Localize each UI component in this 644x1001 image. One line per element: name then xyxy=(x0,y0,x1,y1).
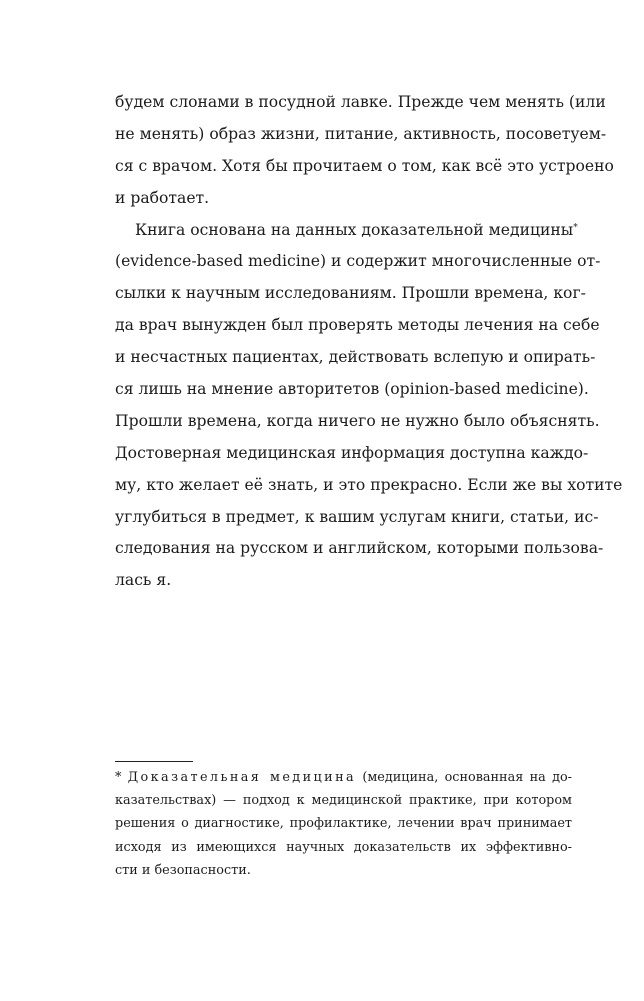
paragraph-first-line xyxy=(115,215,578,247)
footnote-reference[interactable]: * xyxy=(573,222,578,233)
footnote-first-line xyxy=(115,766,572,789)
text-line: да врач вынужден был проверять методы лечения на себе xyxy=(115,316,600,335)
text-line: Достоверная медицинская информация доступна каждо- xyxy=(115,443,589,462)
footnote-line: сти и безопасности. xyxy=(115,862,251,878)
text-line: сылки к научным исследованиям. Прошли времена, ког- xyxy=(115,284,586,303)
text-line: и работает. xyxy=(115,188,210,207)
text-line: углубиться в предмет, к вашим услугам книги, статьи, ис- xyxy=(115,507,599,526)
footnote-term: Доказательная медицина xyxy=(127,770,357,785)
footnote-divider xyxy=(115,761,193,762)
footnote-line: казательствах) — подход к медицинской практике, при котором xyxy=(115,793,572,809)
footnote-text: (медицина, основанная на до- xyxy=(362,770,572,785)
text-line: лась я. xyxy=(115,571,172,590)
footnote-line: решения о диагностике, профилактике, лечении врач принимает xyxy=(115,816,572,832)
footnote-line: исходя из имеющихся научных доказательств их эффективно- xyxy=(115,839,572,855)
text-line: му, кто желает её знать, и это прекрасно. Если же вы хотите xyxy=(115,475,623,494)
footnote xyxy=(115,766,572,882)
text-fragment: Книга основана на данных доказательной медицины xyxy=(135,220,574,239)
text-line: ся с врачом. Хотя бы прочитаем о том, как всё это устроено xyxy=(115,156,614,175)
text-line: следования на русском и английском, которыми пользова- xyxy=(115,539,604,558)
text-line: не менять) образ жизни, питание, активность, посоветуем- xyxy=(115,124,607,143)
text-line: будем слонами в посудной лавке. Прежде чем менять (или xyxy=(115,93,606,111)
text-line: (evidence-based medicine) и содержит многочисленные от- xyxy=(115,252,601,271)
text-line: Прошли времена, когда ничего не нужно было объяснять. xyxy=(115,411,600,430)
body-text xyxy=(115,87,623,597)
text-line: и несчастных пациентах, действовать вслепую и опирать- xyxy=(115,348,596,367)
text-line: ся лишь на мнение авторитетов (opinion-based medicine). xyxy=(115,380,589,399)
footnote-marker: * xyxy=(115,770,122,785)
